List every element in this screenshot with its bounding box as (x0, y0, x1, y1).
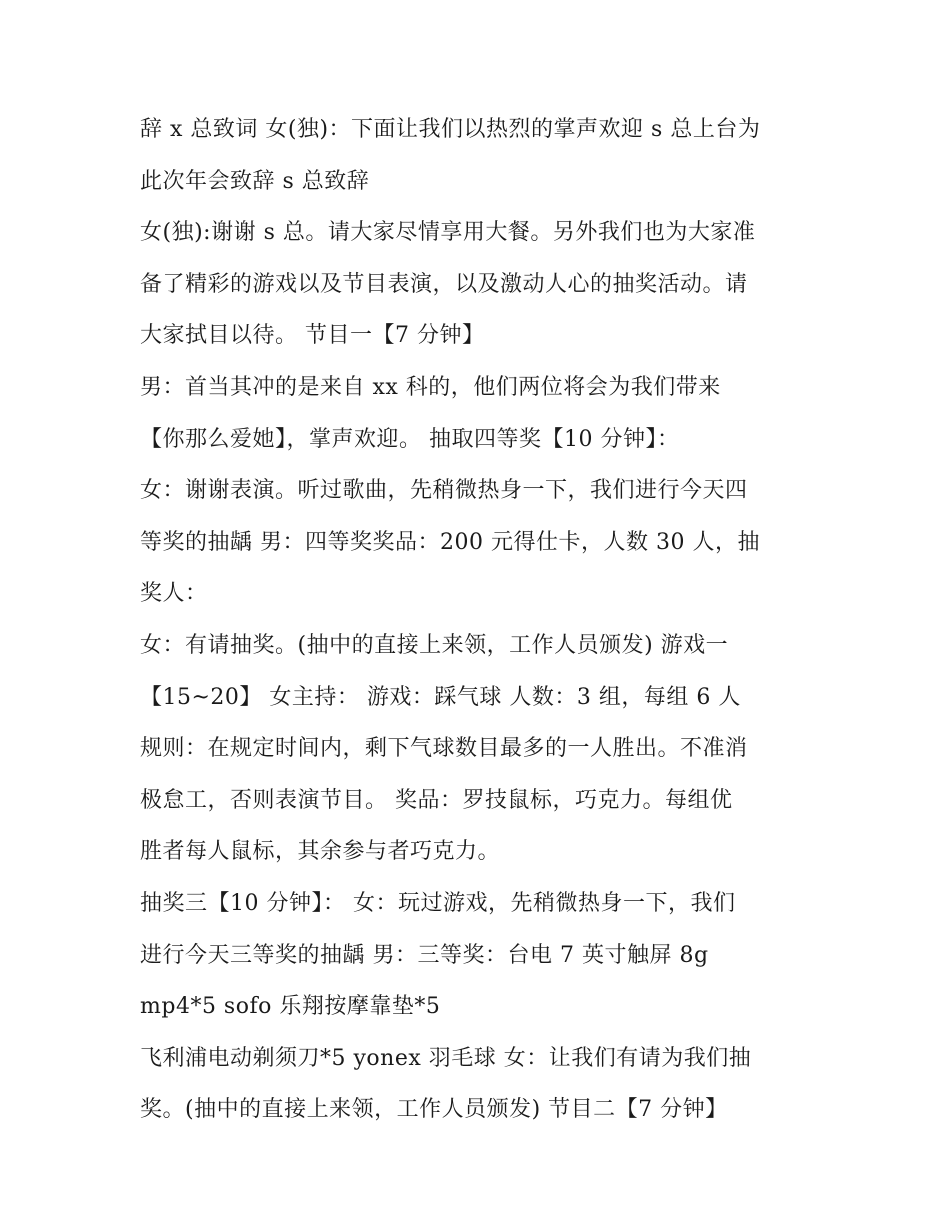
text-line: 女(独):谢谢 s 总。请大家尽情享用大餐。另外我们也为大家准 (140, 220, 756, 246)
text-line: 进行今天三等奖的抽龋 男：三等奖：台电 7 英寸触屏 8g (140, 942, 709, 968)
text-line: 备了精彩的游戏以及节目表演，以及激动人心的抽奖活动。请 (140, 271, 748, 297)
text-line: 规则：在规定时间内，剩下气球数目最多的一人胜出。不准消 (140, 736, 748, 762)
document-body (140, 104, 820, 1136)
text-line: 【15~20】 女主持： 游戏：踩气球 人数：3 组，每组 6 人 (140, 684, 741, 710)
text-line: mp4*5 sofo 乐翔按摩靠垫*5 (140, 994, 441, 1020)
text-line: 此次年会致辞 s 总致辞 (140, 168, 370, 194)
text-line: 极怠工，否则表演节目。 奖品：罗技鼠标，巧克力。每组优 (140, 787, 733, 813)
text-line: 抽奖三【10 分钟】： 女：玩过游戏，先稍微热身一下，我们 (140, 890, 736, 916)
text-line: 【你那么爱她】，掌声欢迎。 抽取四等奖【10 分钟】： (140, 426, 680, 452)
text-line: 飞利浦电动剃须刀*5 yonex 羽毛球 女：让我们有请为我们抽 (140, 1045, 752, 1071)
text-line: 胜者每人鼠标，其余参与者巧克力。 (140, 839, 501, 865)
text-line: 女：谢谢表演。听过歌曲，先稍微热身一下，我们进行今天四 (140, 478, 748, 504)
text-line: 辞 x 总致词 女(独)：下面让我们以热烈的掌声欢迎 s 总上台为 (140, 117, 761, 142)
text-line: 奖。(抽中的直接上来领，工作人员颁发) 节目二【7 分钟】 (140, 1097, 728, 1123)
text-line: 女：有请抽奖。(抽中的直接上来领，工作人员颁发) 游戏一 (140, 632, 729, 658)
text-line: 奖人： (140, 581, 208, 607)
text-line: 等奖的抽龋 男：四等奖奖品：200 元得仕卡，人数 30 人，抽 (140, 529, 760, 555)
text-line: 男：首当其冲的是来自 xx 科的，他们两位将会为我们带来 (140, 374, 721, 400)
text-line: 大家拭目以待。 节目一【7 分钟】 (140, 323, 485, 349)
